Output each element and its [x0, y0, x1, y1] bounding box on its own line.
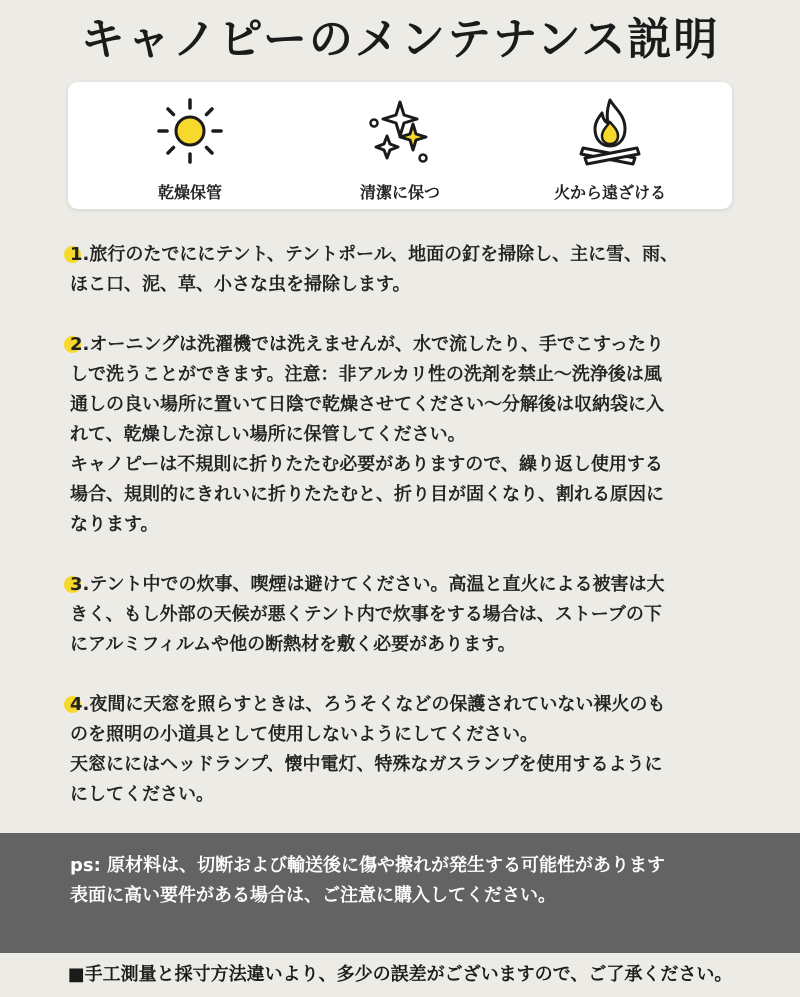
footer-note: ■手工測量と採寸方法違いより、多少の誤差がございますので、ご了承ください。: [67, 964, 733, 985]
item-number-badge: 1: [70, 240, 83, 270]
instruction-line: 通しの良い場所に置いて日陰で乾燥させてください〜分解後は収納袋に入: [70, 394, 664, 415]
instruction-line: 4.夜間に天窓を照らすときは、ろうそくなどの保護されていない裸火のも: [70, 690, 750, 720]
instruction-line: キャノピーは不規則に折りたたむ必要がありますので、繰り返し使用する: [70, 454, 663, 475]
instruction-line: 2.オーニングは洗濯機では洗えませんが、水で流したり、手でこすったり: [70, 330, 750, 360]
maintenance-instructions: [70, 240, 750, 840]
ps-line: 表面に高い要件がある場合は、ご注意に購入してください。: [70, 885, 556, 906]
instruction-line: なります。: [70, 514, 159, 535]
instruction-line: 天窓ににはヘッドランプ、懐中電灯、特殊なガスランプを使用するように: [70, 754, 663, 775]
instruction-line: しで洗うことができます。注意：非アルカリ性の洗剤を禁止〜洗浄後は風: [70, 364, 662, 385]
feature-keep-clean: [320, 82, 480, 209]
feature-card: [68, 82, 732, 209]
instruction-item-3: [70, 570, 750, 660]
instruction-line: にアルミフィルムや他の断熱材を敷く必要があります。: [70, 634, 516, 655]
item-number-badge: 2: [70, 330, 83, 360]
instruction-line: 3.テント中での炊事、喫煙は避けてください。高温と直火による被害は大: [70, 570, 750, 600]
sun-icon: [155, 96, 225, 166]
instruction-item-1: [70, 240, 750, 300]
feature-dry-storage: [110, 82, 270, 209]
feature-label: 火から遠ざける: [553, 183, 666, 202]
instruction-item-4: [70, 690, 750, 810]
page-title: キャノピーのメンテナンス説明: [80, 14, 720, 65]
instruction-line: 1.旅行のたでににテント、テントポール、地面の釘を掃除し、主に雪、雨、: [70, 240, 750, 270]
feature-label: 清潔に保つ: [359, 183, 440, 202]
instruction-line: 場合、規則的にきれいに折りたたむと、折り目が固くなり、割れる原因に: [70, 484, 664, 505]
ps-notice: [0, 833, 800, 953]
instruction-line: のを照明の小道具として使用しないようにしてください。: [70, 724, 538, 745]
ps-text: [70, 851, 665, 911]
sparkle-icon: [365, 96, 435, 166]
item-number-badge: 4: [70, 690, 83, 720]
feature-label: 乾燥保管: [157, 183, 222, 202]
instruction-line: きく、もし外部の天候が悪くテント内で炊事をする場合は、ストーブの下: [70, 604, 662, 625]
instruction-line: れて、乾燥した涼しい場所に保管してください。: [70, 424, 466, 445]
campfire-icon: [575, 96, 645, 166]
feature-keep-from-fire: [530, 82, 690, 209]
item-number-badge: 3: [70, 570, 83, 600]
instruction-line: にしてください。: [70, 784, 214, 805]
instruction-line: ほこ口、泥、草、小さな虫を掃除します。: [70, 274, 411, 295]
ps-line: ps: 原材料は、切断および輸送後に傷や擦れが発生する可能性があります: [70, 855, 666, 876]
instruction-item-2: [70, 330, 750, 540]
